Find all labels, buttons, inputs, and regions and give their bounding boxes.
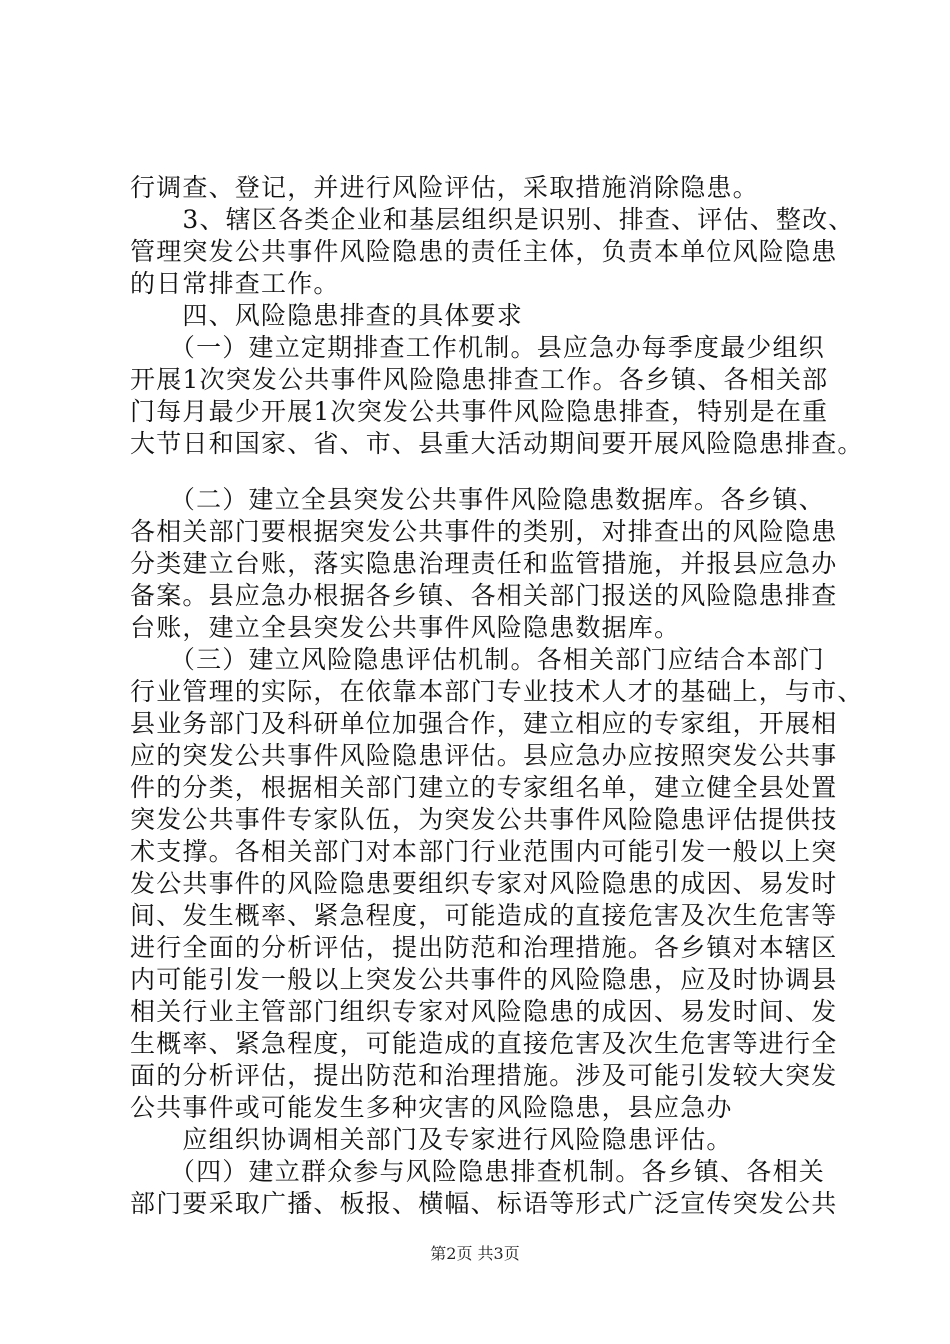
text-line: 应的突发公共事件风险隐患评估。县应急办应按照突发公共事 [130,741,838,770]
text-line: 间、发生概率、紧急程度，可能造成的直接危害及次生危害等 [130,901,838,930]
text-line: 进行全面的分析评估，提出防范和治理措施。各乡镇对本辖区 [130,933,838,962]
text-line: （三）建立风险隐患评估机制。各相关部门应结合本部门 [130,645,825,674]
text-line: （二）建立全县突发公共事件风险隐患数据库。各乡镇、 [130,485,825,514]
text-line: 各相关部门要根据突发公共事件的类别，对排查出的风险隐患 [130,517,838,546]
text-line: 突发公共事件专家队伍，为突发公共事件风险隐患评估提供技 [130,805,838,834]
section-heading: 四、风险隐患排查的具体要求 [130,301,524,330]
text-line: 台账，建立全县突发公共事件风险隐患数据库。 [130,613,681,642]
page-footer: 第2页 共3页 [430,1244,520,1263]
text-line: 发公共事件的风险隐患要组织专家对风险隐患的成因、易发时 [130,869,838,898]
text-line: 门每月最少开展1次突发公共事件风险隐患排查，特别是在重 [130,397,829,426]
text-line: 3、辖区各类企业和基层组织是识别、排查、评估、整改、 [130,205,855,234]
text-line: 相关行业主管部门组织专家对风险隐患的成因、易发时间、发 [130,997,838,1026]
text-line: 术支撑。各相关部门对本部门行业范围内可能引发一般以上突 [130,837,838,866]
text-line: 生概率、紧急程度，可能造成的直接危害及次生危害等进行全 [130,1029,838,1058]
text-line: 的日常排查工作。 [130,269,340,298]
text-line: 行业管理的实际，在依靠本部门专业技术人才的基础上，与市、 [130,677,864,706]
text-line: 公共事件或可能发生多种灾害的风险隐患，县应急办 [130,1093,733,1122]
text-line: 内可能引发一般以上突发公共事件的风险隐患，应及时协调县 [130,965,838,994]
text-line: 部门要采取广播、板报、横幅、标语等形式广泛宣传突发公共 [130,1189,838,1218]
text-line: （一）建立定期排查工作机制。县应急办每季度最少组织 [130,333,825,362]
text-line: 分类建立台账，落实隐患治理责任和监管措施，并报县应急办 [130,549,838,578]
text-line: 面的分析评估，提出防范和治理措施。涉及可能引发较大突发 [130,1061,838,1090]
text-line: （四）建立群众参与风险隐患排查机制。各乡镇、各相关 [130,1157,825,1186]
text-line: 备案。县应急办根据各乡镇、各相关部门报送的风险隐患排查 [130,581,838,610]
text-line: 件的分类，根据相关部门建立的专家组名单，建立健全县处置 [130,773,838,802]
text-line: 管理突发公共事件风险隐患的责任主体，负责本单位风险隐患 [130,237,838,266]
text-line: 县业务部门及科研单位加强合作，建立相应的专家组，开展相 [130,709,838,738]
text-line: 开展1次突发公共事件风险隐患排查工作。各乡镇、各相关部 [130,365,829,394]
text-line: 大节日和国家、省、市、县重大活动期间要开展风险隐患排查。 [130,429,864,458]
text-line: 应组织协调相关部门及专家进行风险隐患评估。 [130,1125,733,1154]
text-line: 行调查、登记，并进行风险评估，采取措施消除隐患。 [130,173,759,202]
